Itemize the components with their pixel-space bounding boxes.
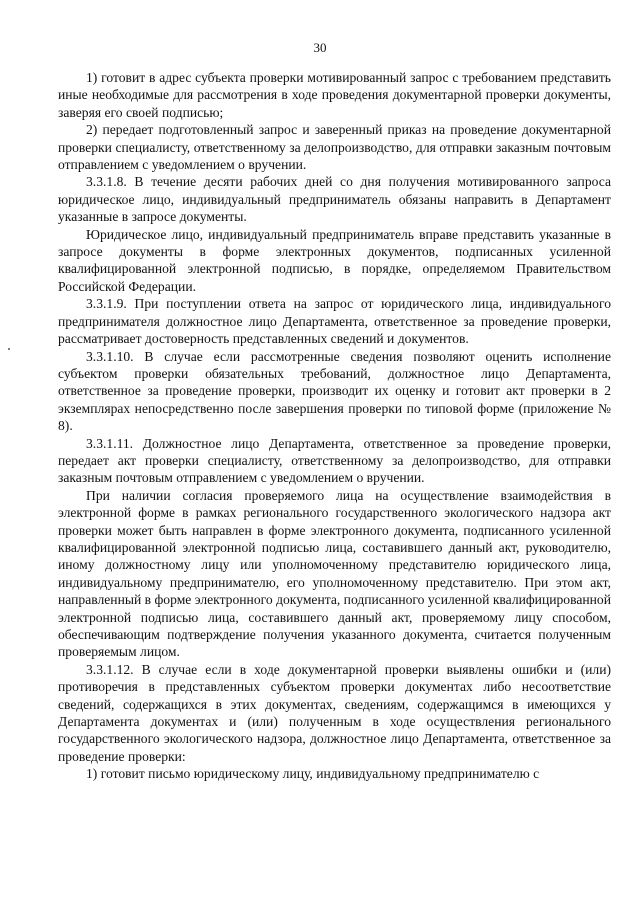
paragraph-item-1: 1) готовит в адрес субъекта проверки мотивированный запрос с требованием представить иные необходимые для рассмотрения в ходе проведения документарной проверки документы, заверяя его своей подписью; <box>58 70 611 120</box>
document-body <box>58 69 611 783</box>
paragraph-3-3-1-11: 3.3.1.11. Должностное лицо Департамента, ответственное за проведение проверки, передает акт проверки специалисту, ответственному за делопроизводство, для отправки заказным почтовым отправлением с уведомлением о вручении. <box>58 435 611 486</box>
paragraph-3-3-1-9: 3.3.1.9. При поступлении ответа на запрос от юридического лица, индивидуального предпринимателя должностное лицо Департамента, ответственное за проведение проверки, рассматривает достоверность представленных сведений и документов. <box>58 296 611 347</box>
paragraph-electronic-act: При наличии согласия проверяемого лица на осуществление взаимодействия в электронной форме в рамках регионального государственного экологического надзора акт проверки может быть направлен в форме электронного документа, подписанного усиленной квалифицированной электронной подписью лица, составившего данный акт, руководителю, иному должностному лицу или уполномоченному представителю юридического лица, индивидуальному предпринимателю, его уполномоченному представителю. При этом акт, направленный в форме электронного документа, подписанного усиленной квалифицированной электронной подписью лица, составившего данный акт, проверяемому лицу способом, обеспечивающим подтверждение получения указанного документа, считается полученным проверяемым лицом. <box>58 487 611 660</box>
paragraph-3-3-1-10: 3.3.1.10. В случае если рассмотренные сведения позволяют оценить исполнение субъектом проверки обязательных требований, должностное лицо Департамента, ответственное за проведение проверки, производит их оценку и готовит акт проверки в 2 экземплярах непосредственно после завершения проверки по типовой форме (приложение № 8). <box>58 348 611 434</box>
paragraph-item-2: 2) передает подготовленный запрос и заверенный приказ на проведение документарной проверки специалисту, ответственному за делопроизводство, для отправки заказным почтовым отправлением с уведомлением о вручении. <box>58 122 611 173</box>
paragraph-3-3-1-8: 3.3.1.8. В течение десяти рабочих дней со дня получения мотивированного запроса юридическое лицо, индивидуальный предприниматель обязаны направить в Департамент указанные в запросе документы. <box>58 174 611 225</box>
scan-speck <box>8 348 10 350</box>
paragraph-electronic-docs: Юридическое лицо, индивидуальный предприниматель вправе представить указанные в запросе документы в форме электронных документов, подписанных усиленной квалифицированной электронной подписью, в порядке, определяемом Правительством Российской Федерации. <box>58 226 611 294</box>
paragraph-item-1-letter: 1) готовит письмо юридическому лицу, индивидуальному предпринимателю с <box>86 766 540 782</box>
page-number: 30 <box>313 40 327 55</box>
paragraph-3-3-1-12: 3.3.1.12. В случае если в ходе документарной проверки выявлены ошибки и (или) противоречия в представленных субъектом проверки документах либо несоответствие сведений, содержащихся в этих документах, сведениям, содержащимся в имеющихся у Департамента документах и (или) полученным в ходе осуществления регионального государственного экологического надзора, должностное лицо Департамента, ответственное за проведение проверки: <box>58 661 611 764</box>
